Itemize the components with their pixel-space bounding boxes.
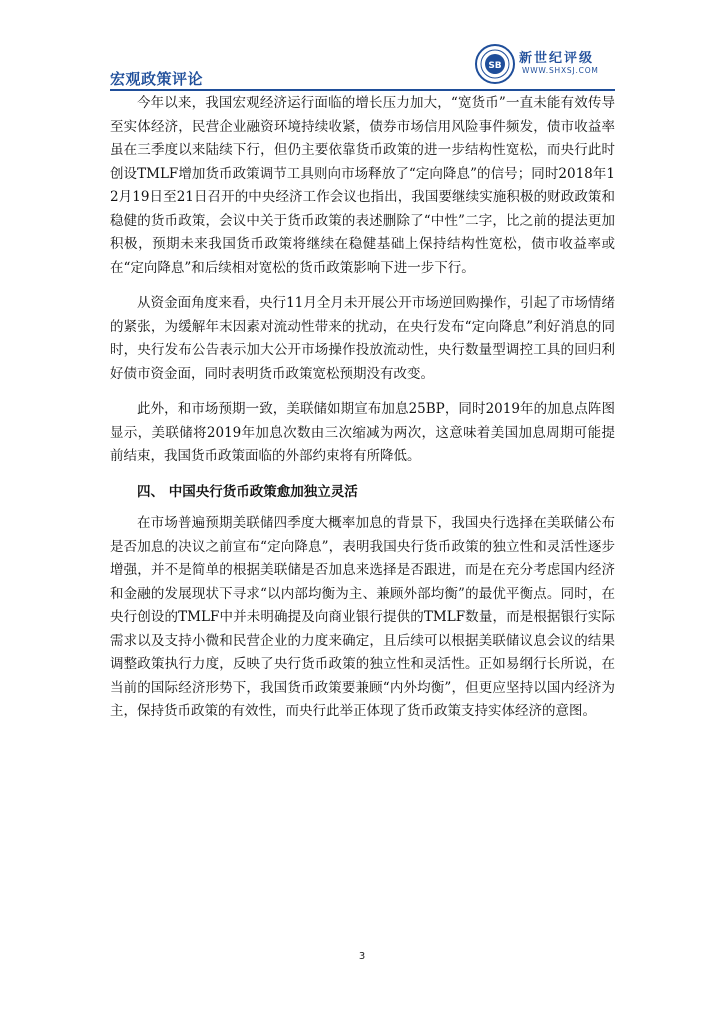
logo-website: WWW.SHXSJ.COM	[522, 66, 599, 75]
body-paragraph: 此外，和市场预期一致，美联储如期宣布加息25BP，同时2019年的加息点阵图显示，美联储将2019年加息次数由三次缩减为两次，这意味着美国加息周期可能提前结束，我国货币政策面临的外部约束将有所降低。	[110, 401, 615, 464]
report-series-title: 宏观政策评论	[110, 70, 204, 88]
body-paragraph: 在市场普遍预期美联储四季度大概率加息的背景下，我国央行选择在美联储公布是否加息的决议之前宣布“定向降息”，表明我国央行货币政策的独立性和灵活性逐步增强，并不是简单的根据美联储是否加息来选择是否跟进，而是在充分考虑国内经济和金融的发展现状下寻求“以内部均衡为主、兼顾外部均衡”的最优平衡点。同时，在央行创设的TMLF中并未明确提及向商业银行提供的TMLF数量，而是根据银行实际需求以及支持小微和民营企业的力度来确定，且后续可以根据美联储议息会议的结果调整政策执行力度，反映了央行货币政策的独立性和灵活性。正如易纲行长所说，在当前的国际经济形势下，我国货币政策要兼顾“内外均衡”，但更应坚持以国内经济为主，保持货币政策的有效性，而央行此举正体现了货币政策支持实体经济的意图。	[110, 515, 615, 719]
report-body	[110, 92, 615, 736]
section-heading: 四、 中国央行货币政策愈加独立灵活	[137, 483, 358, 500]
logo-seal-icon	[475, 44, 515, 84]
header-divider	[110, 89, 615, 91]
page-number: 3	[358, 951, 366, 962]
page-header	[110, 44, 615, 90]
logo-mark: SB	[488, 61, 502, 71]
company-logo	[475, 44, 615, 84]
body-paragraph: 从资金面角度来看，央行11月全月未开展公开市场逆回购操作，引起了市场情绪的紧张，为缓解年末因素对流动性带来的扰动，在央行发布“定向降息”利好消息的同时，央行发布公告表示加大公开市场操作投放流动性，央行数量型调控工具的回归利好债市资金面，同时表明货币政策宽松预期没有改变。	[110, 295, 615, 382]
body-paragraph: 今年以来，我国宏观经济运行面临的增长压力加大，“宽货币”一直未能有效传导至实体经济，民营企业融资环境持续收紧，债券市场信用风险事件频发，债市收益率虽在三季度以来陆续下行，但仍主要依靠货币政策的进一步结构性宽松，而央行此时创设TMLF增加货币政策调节工具则向市场释放了“定向降息”的信号；同时2018年12月19日至21日召开的中央经济工作会议也指出，我国要继续实施积极的财政政策和稳健的货币政策，会议中关于货币政策的表述删除了“中性”二字，比之前的提法更加积极，预期未来我国货币政策将继续在稳健基础上保持结构性宽松，债市收益率或在“定向降息”和后续相对宽松的货币政策影响下进一步下行。	[110, 95, 615, 276]
logo-company-name: 新世纪评级	[519, 51, 595, 66]
